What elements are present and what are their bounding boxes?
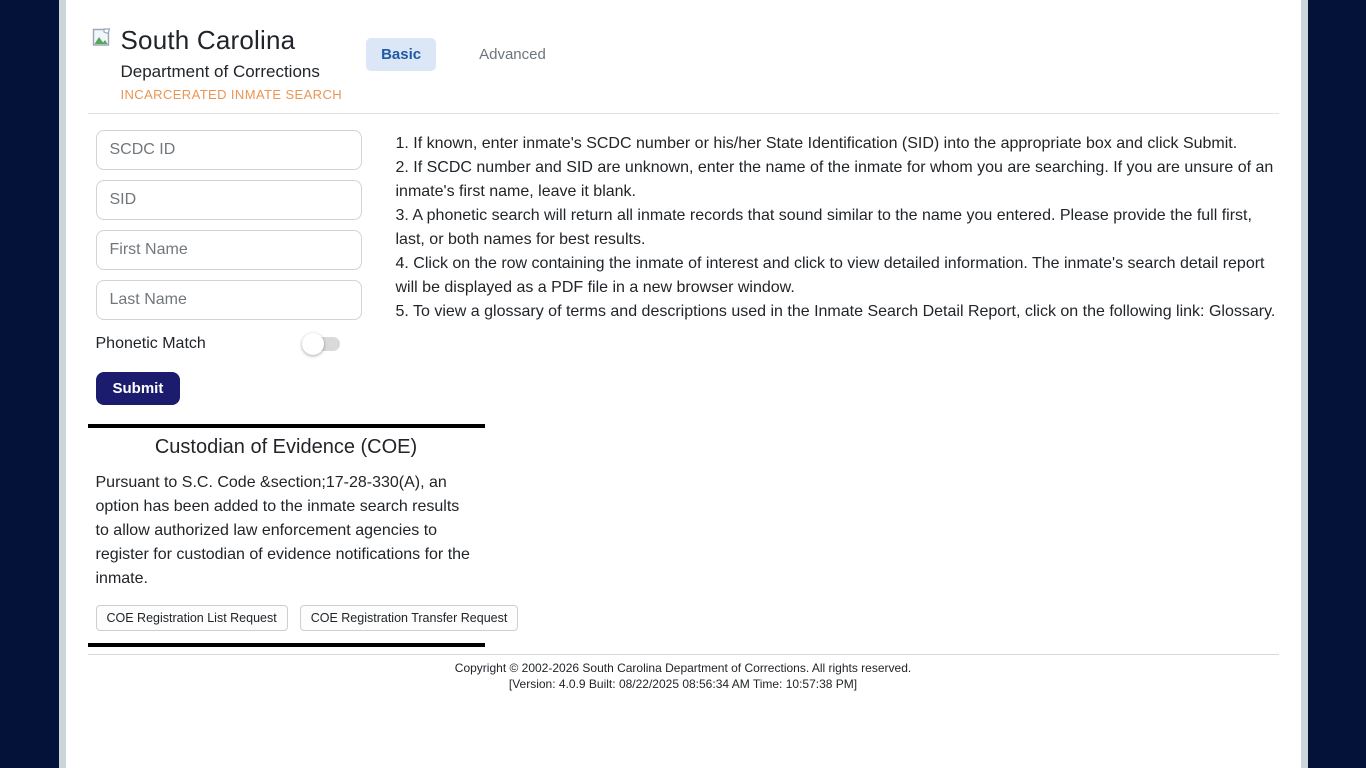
toggle-knob — [302, 333, 324, 355]
scdc-id-input[interactable] — [96, 130, 362, 170]
phonetic-match-label: Phonetic Match — [95, 335, 206, 353]
instruction-4: 4. Click on the row containing the inmate of interest and click to view detailed information. The inmate's search detail report will be displayed as a PDF file in a new browser window. — [395, 255, 1265, 297]
version-text: [Version: 4.0.9 Built: 08/22/2025 08:56:34 AM Time: 10:57:38 PM] — [508, 677, 858, 692]
copyright-text: Copyright © 2002-2026 South Carolina Department of Corrections. All rights reserved. — [454, 661, 912, 676]
header — [88, 0, 1279, 114]
coe-section — [88, 424, 508, 647]
phonetic-match-row — [96, 330, 379, 358]
page-container — [59, 0, 1308, 768]
sid-input[interactable] — [96, 180, 362, 220]
footer — [88, 655, 1279, 692]
phonetic-match-toggle[interactable] — [302, 332, 340, 356]
broken-image-icon — [92, 28, 111, 52]
coe-registration-list-request-button[interactable]: COE Registration List Request — [96, 605, 288, 631]
coe-buttons — [96, 605, 508, 631]
submit-button[interactable]: Submit — [96, 372, 181, 405]
coe-body-text: Pursuant to S.C. Code &section;17-28-330(A), an option has been added to the inmate search results to allow authorized law enforcement agencies to register for custodian of evidence notifications for the inmate. — [95, 474, 470, 588]
main-content — [88, 114, 1279, 405]
tab-advanced[interactable]: Advanced — [464, 38, 561, 71]
brand-text — [121, 26, 343, 103]
coe-title: Custodian of Evidence (COE) — [154, 436, 418, 459]
search-form — [88, 130, 379, 405]
page-subtitle: Department of Corrections — [120, 61, 320, 81]
brand — [90, 26, 343, 103]
last-name-input[interactable] — [96, 280, 362, 320]
coe-registration-transfer-request-button[interactable]: COE Registration Transfer Request — [300, 605, 519, 631]
search-mode-tabs — [366, 38, 561, 71]
instructions — [379, 130, 1279, 405]
page-tagline: INCARCERATED INMATE SEARCH — [120, 87, 343, 103]
instruction-5: 5. To view a glossary of terms and descriptions used in the Inmate Search Detail Report, click on the following link: Glossary. — [395, 303, 1276, 321]
page-title: South Carolina — [120, 25, 296, 55]
instruction-2: 2. If SCDC number and SID are unknown, enter the name of the inmate for whom you are searching. If you are unsure of an inmate's first name, leave it blank. — [395, 159, 1274, 201]
instruction-1: 1. If known, enter inmate's SCDC number or his/her State Identification (SID) into the appropriate box and click Submit. — [395, 135, 1238, 153]
instruction-3: 3. A phonetic search will return all inmate records that sound similar to the name you entered. Please provide the full first, last, or both names for best results. — [395, 207, 1252, 249]
first-name-input[interactable] — [96, 230, 362, 270]
tab-basic[interactable]: Basic — [366, 38, 436, 71]
